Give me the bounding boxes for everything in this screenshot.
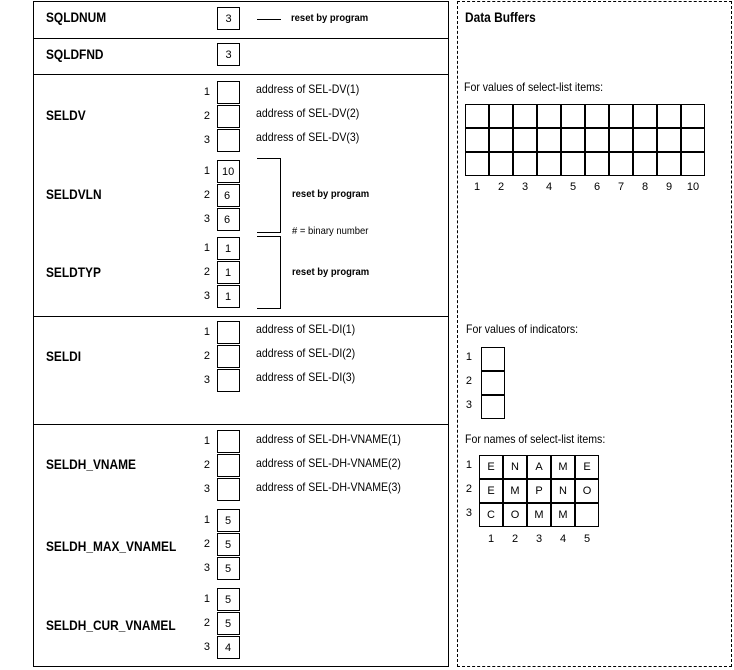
indicator-row-number: 3 — [465, 399, 472, 411]
seldtyp-value: 1 — [217, 285, 240, 308]
seldv-address: address of SEL-DV(3) — [256, 130, 360, 144]
seldv-index: 3 — [203, 134, 210, 146]
select-list-cell — [513, 152, 537, 176]
seldh-max-vnamel-index: 3 — [203, 562, 210, 574]
select-list-cell — [465, 128, 489, 152]
seldh-cur-vnamel-label: SELDH_CUR_VNAMEL — [46, 617, 176, 633]
seldvln-value: 6 — [217, 184, 240, 207]
seldv-address: address of SEL-DV(1) — [256, 82, 360, 96]
names-cell: M — [551, 503, 575, 527]
seldh-max-vnamel-value: 5 — [217, 557, 240, 580]
names-cell: E — [479, 479, 503, 503]
select-list-column-number: 10 — [686, 181, 700, 193]
select-list-cell — [609, 152, 633, 176]
seldtyp-note: reset by program — [292, 266, 370, 278]
select-list-cell — [585, 128, 609, 152]
select-list-cell — [489, 152, 513, 176]
seldh-max-vnamel-value: 5 — [217, 533, 240, 556]
select-list-column-number: 4 — [545, 181, 553, 193]
select-list-cell — [513, 128, 537, 152]
sqldfnd-value: 3 — [217, 43, 240, 66]
data-buffers-title: Data Buffers — [465, 9, 536, 25]
descriptor-panel — [33, 1, 449, 667]
select-list-cell — [489, 104, 513, 128]
pointer-line — [257, 19, 281, 20]
indicator-row-number: 1 — [465, 351, 472, 363]
names-column-number: 4 — [559, 533, 567, 545]
select-list-cell — [633, 104, 657, 128]
seldh-cur-vnamel-index: 2 — [203, 617, 210, 629]
select-list-cell — [657, 152, 681, 176]
names-cell: N — [551, 479, 575, 503]
seldtyp-index: 2 — [203, 266, 210, 278]
select-list-column-number: 7 — [617, 181, 625, 193]
seldh-max-vnamel-value: 5 — [217, 509, 240, 532]
seldh-vname-slot — [217, 478, 240, 501]
sqldfnd-label: SQLDFND — [46, 46, 104, 62]
seldh-cur-vnamel-value: 5 — [217, 612, 240, 635]
select-list-column-number: 8 — [641, 181, 649, 193]
seldtyp-index: 1 — [203, 242, 210, 254]
indicator-cell — [481, 347, 505, 371]
indicator-cell — [481, 395, 505, 419]
seldi-slot — [217, 369, 240, 392]
select-list-cell — [681, 152, 705, 176]
seldtyp-value: 1 — [217, 237, 240, 260]
seldv-label: SELDV — [46, 107, 86, 123]
seldi-index: 2 — [203, 350, 210, 362]
seldvln-value: 6 — [217, 208, 240, 231]
select-list-cell — [465, 104, 489, 128]
seldvln-value: 10 — [217, 160, 240, 183]
select-list-cell — [681, 104, 705, 128]
seldtyp-index: 3 — [203, 290, 210, 302]
select-list-column-number: 1 — [473, 181, 481, 193]
seldi-address: address of SEL-DI(3) — [256, 370, 356, 384]
select-list-cell — [537, 128, 561, 152]
seldh-vname-slot — [217, 454, 240, 477]
seldv-slot — [217, 105, 240, 128]
select-list-cell — [585, 104, 609, 128]
seldh-cur-vnamel-value: 5 — [217, 588, 240, 611]
seldh-max-vnamel-label: SELDH_MAX_VNAMEL — [46, 538, 177, 554]
divider — [33, 424, 449, 425]
seldvln-index: 2 — [203, 189, 210, 201]
names-cell: E — [479, 455, 503, 479]
indicators-caption: For values of indicators: — [466, 322, 579, 336]
sqldnum-label: SQLDNUM — [46, 9, 107, 25]
select-list-cell — [537, 104, 561, 128]
seldv-address: address of SEL-DV(2) — [256, 106, 360, 120]
seldi-label: SELDI — [46, 348, 82, 364]
seldvln-index: 1 — [203, 165, 210, 177]
select-list-column-number: 9 — [665, 181, 673, 193]
select-list-cell — [489, 128, 513, 152]
select-list-cell — [585, 152, 609, 176]
seldi-address: address of SEL-DI(1) — [256, 322, 356, 336]
select-list-cell — [657, 104, 681, 128]
seldv-slot — [217, 129, 240, 152]
select-list-cell — [561, 104, 585, 128]
seldi-address: address of SEL-DI(2) — [256, 346, 356, 360]
select-list-cell — [609, 104, 633, 128]
names-cell: P — [527, 479, 551, 503]
seldh-vname-slot — [217, 430, 240, 453]
select-list-column-number: 3 — [521, 181, 529, 193]
sqldnum-value: 3 — [217, 7, 240, 30]
select-list-column-number: 2 — [497, 181, 505, 193]
divider — [33, 316, 449, 317]
seldi-slot — [217, 345, 240, 368]
seldvln-note: reset by program — [292, 188, 370, 200]
names-column-number: 1 — [487, 533, 495, 545]
seldh-vname-address: address of SEL-DH-VNAME(3) — [256, 480, 401, 494]
select-list-cell — [561, 152, 585, 176]
seldtyp-value: 1 — [217, 261, 240, 284]
seldtyp-bracket — [257, 236, 281, 309]
select-list-cell — [657, 128, 681, 152]
seldv-index: 1 — [203, 86, 210, 98]
names-column-number: 3 — [535, 533, 543, 545]
seldh-cur-vnamel-index: 3 — [203, 641, 210, 653]
select-list-cell — [633, 152, 657, 176]
seldh-max-vnamel-index: 2 — [203, 538, 210, 550]
names-cell: E — [575, 455, 599, 479]
sqldnum-note: reset by program — [291, 12, 369, 24]
names-row-number: 3 — [465, 507, 472, 519]
names-cell: O — [503, 503, 527, 527]
select-list-column-number: 6 — [593, 181, 601, 193]
indicator-row-number: 2 — [465, 375, 472, 387]
indicator-cell — [481, 371, 505, 395]
names-row-number: 2 — [465, 483, 472, 495]
seldi-index: 3 — [203, 374, 210, 386]
seldv-index: 2 — [203, 110, 210, 122]
names-caption: For names of select-list items: — [465, 432, 606, 446]
seldi-index: 1 — [203, 326, 210, 338]
names-cell: A — [527, 455, 551, 479]
seldh-max-vnamel-index: 1 — [203, 514, 210, 526]
divider — [33, 74, 449, 75]
select-list-cell — [633, 128, 657, 152]
names-cell: M — [551, 455, 575, 479]
seldh-vname-label: SELDH_VNAME — [46, 456, 136, 472]
select-list-cell — [561, 128, 585, 152]
seldh-vname-address: address of SEL-DH-VNAME(2) — [256, 456, 401, 470]
seldi-slot — [217, 321, 240, 344]
seldh-vname-index: 3 — [203, 483, 210, 495]
binary-number-note: # = binary number — [292, 225, 369, 237]
select-list-cell — [681, 128, 705, 152]
seldh-vname-index: 2 — [203, 459, 210, 471]
names-cell — [575, 503, 599, 527]
seldh-cur-vnamel-index: 1 — [203, 593, 210, 605]
select-list-cell — [537, 152, 561, 176]
seldvln-label: SELDVLN — [46, 186, 102, 202]
select-list-caption: For values of select-list items: — [464, 80, 604, 94]
names-cell: N — [503, 455, 527, 479]
select-list-column-number: 5 — [569, 181, 577, 193]
names-column-number: 2 — [511, 533, 519, 545]
divider — [33, 38, 449, 39]
names-cell: C — [479, 503, 503, 527]
select-list-cell — [465, 152, 489, 176]
names-row-number: 1 — [465, 459, 472, 471]
names-cell: O — [575, 479, 599, 503]
seldvln-bracket — [257, 158, 281, 233]
seldh-vname-index: 1 — [203, 435, 210, 447]
seldvln-index: 3 — [203, 213, 210, 225]
names-column-number: 5 — [583, 533, 591, 545]
seldtyp-label: SELDTYP — [46, 264, 101, 280]
seldh-cur-vnamel-value: 4 — [217, 636, 240, 659]
names-cell: M — [527, 503, 551, 527]
names-cell: M — [503, 479, 527, 503]
seldh-vname-address: address of SEL-DH-VNAME(1) — [256, 432, 401, 446]
select-list-cell — [609, 128, 633, 152]
select-list-cell — [513, 104, 537, 128]
seldv-slot — [217, 81, 240, 104]
